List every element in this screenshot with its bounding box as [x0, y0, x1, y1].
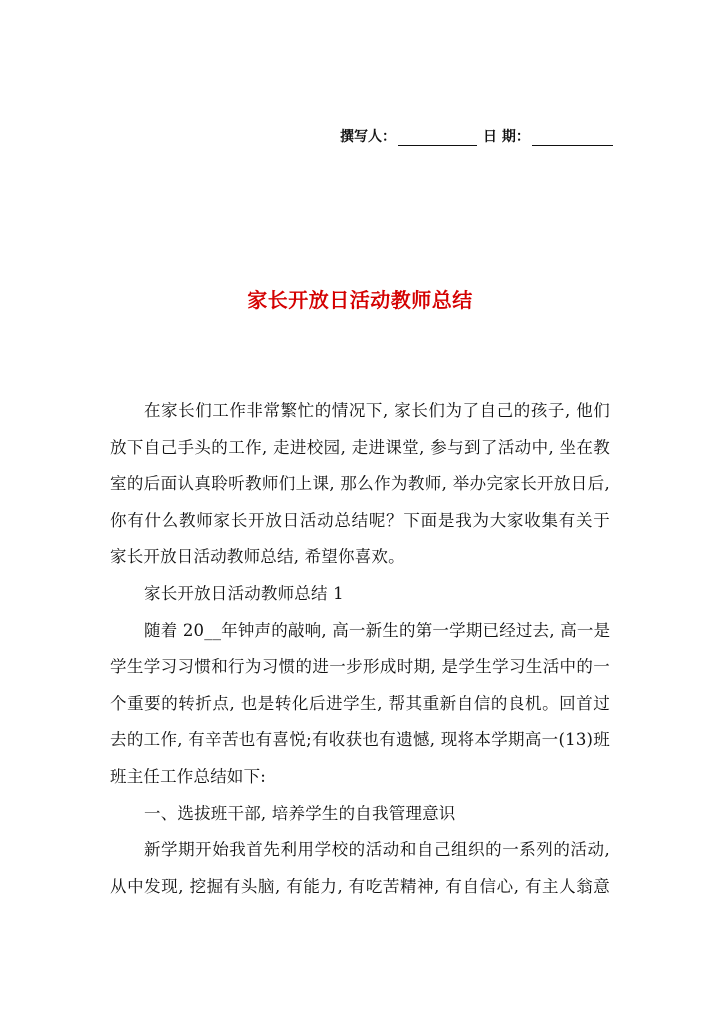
body-text-line: 班主任工作总结如下:: [110, 766, 267, 786]
body-text-line: 学生学习习惯和行为习惯的进一步形成时期, 是学生学习生活中的一: [110, 657, 610, 677]
author-label: 撰写人：: [340, 129, 396, 145]
date-blank-field: [532, 129, 613, 146]
document-title: 家长开放日活动教师总结: [247, 288, 473, 312]
body-text-line: 在家长们工作非常繁忙的情况下, 家长们为了自己的孩子, 他们: [144, 401, 610, 420]
document-body: [110, 393, 610, 905]
body-text-line: 你有什么教师家长开放日活动总结呢？下面是我为大家收集有关于: [110, 510, 610, 530]
body-text-line: 新学期开始我首先利用学校的活动和自己组织的一系列的活动,: [144, 840, 610, 860]
body-text-line: 家长开放日活动教师总结, 希望你喜欢。: [110, 547, 405, 567]
date-label: 日 期：: [483, 129, 530, 145]
body-text-line: 放下自己手头的工作, 走进校园, 走进课堂, 参与到了活动中, 坐在教: [110, 437, 610, 457]
body-text-line: 随着 20__年钟声的敲响, 高一新生的第一学期已经过去, 高一是: [144, 620, 610, 640]
body-text-line: 去的工作, 有辛苦也有喜悦;有收获也有遗憾, 现将本学期高一(13)班: [110, 730, 610, 750]
body-text-line: 室的后面认真聆听教师们上课, 那么作为教师, 举办完家长开放日后,: [110, 474, 610, 494]
body-text-line: 从中发现, 挖掘有头脑, 有能力, 有吃苦精神, 有自信心, 有主人翁意: [110, 876, 610, 896]
author-blank-field: [398, 129, 477, 146]
author-date-header: [340, 124, 615, 146]
body-text-line: 个重要的转折点, 也是转化后进学生, 帮其重新自信的良机。回首过: [110, 693, 610, 713]
body-text-line: 一、选拔班干部, 培养学生的自我管理意识: [144, 803, 456, 823]
body-text-line: 家长开放日活动教师总结 1: [144, 583, 344, 603]
